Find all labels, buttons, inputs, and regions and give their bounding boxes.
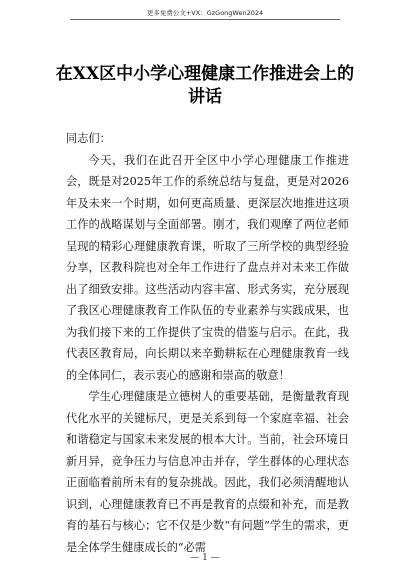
paragraph: 今天，我们在此召开全区中小学心理健康工作推进会，既是对2025年工作的系统总结与复盘，更是对2026年及未来一个时期，如何更高质量、更深层次地推进这项工作的战略谋划与全面部署。刚才，我们观摩了两位老师呈现的精彩心理健康教育课，听取了三所学校的典型经验分享，区教科院也对全年工作进行了盘点并对未来工作做出了细致安排。这些活动内容丰富、形式务实，充分展现了我区心理健康教育工作队伍的专业素养与实践成果，也为我们接下来的工作提供了宝贵的借鉴与启示。在此，我代表区教育局，向长期以来辛勤耕耘在心理健康教育一线的全体同仁，表示衷心的感谢和崇高的敬意！ bbox=[66, 153, 349, 382]
header-divider bbox=[70, 19, 340, 20]
header-note: 更多免费公文+VX：GzGongWen2024 bbox=[146, 9, 264, 17]
document-title: 在XX区中小学心理健康工作推进会上的讲话 bbox=[55, 64, 355, 107]
page-number: — 1 — bbox=[190, 553, 220, 563]
document-body bbox=[66, 128, 349, 558]
paragraph: 学生心理健康是立德树人的重要基础，是衡量教育现代化水平的关键标尺，更是关系到每一个家庭幸福、社会和谐稳定与国家未来发展的根本大计。当前，社会环境日新月异，竞争压力与信息冲击并存，学生群体的心理状态正面临着前所未有的复杂挑战。因此，我们必须清醒地认识到，心理健康教育已不再是教育的点缀和补充，而是教育的基石与核心；它不仅是少数“有问题”学生的需求，更是全体学生健康成长的“必需 bbox=[66, 390, 349, 554]
salutation: 同志们： bbox=[66, 132, 111, 145]
